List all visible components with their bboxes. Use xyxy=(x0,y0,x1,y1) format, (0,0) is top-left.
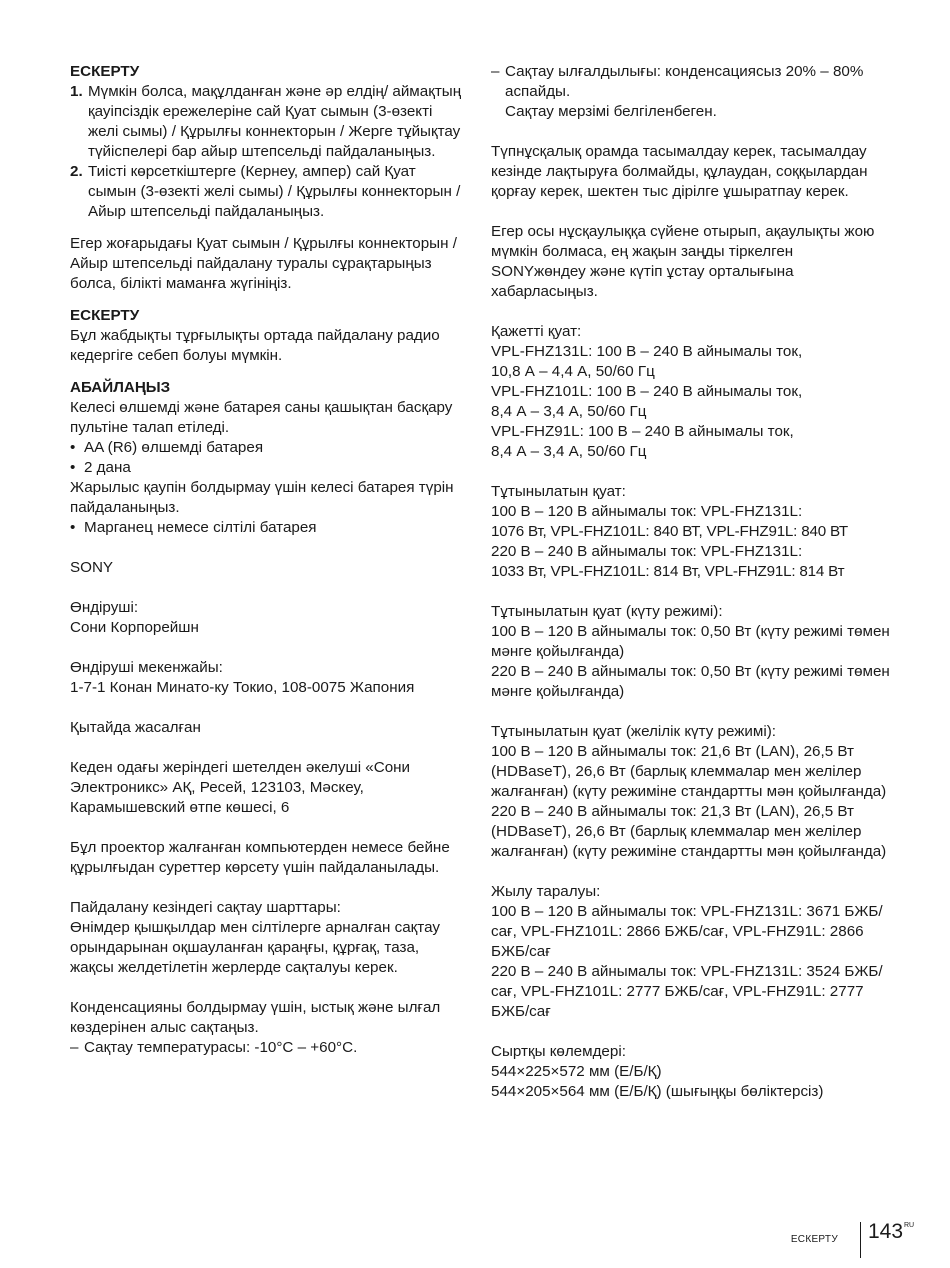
bullet-item xyxy=(70,518,462,538)
storage-label: Пайдалану кезіндегі сақтау шарттары: xyxy=(70,899,341,916)
page-footer xyxy=(780,1216,920,1260)
transport-text: Түпнұсқалық орамда тасымалдау керек, тасымалдау кезінде лақтыруға болмайды, құлаудан, соққылардан қорғау керек, шектен тыс дірілге ұшыратпау керек. xyxy=(491,143,868,200)
warning-note: Егер жоғарыдағы Қуат сымын / Құрылғы коннекторын / Айыр штепсельді пайдалану туралы сұрақтарыңыз болса, білікті маманға жүгініңіз. xyxy=(70,235,457,292)
spec-line: VPL-FHZ91L: 100 В – 240 В айнымалы ток, xyxy=(491,423,794,440)
warning-heading: ЕСКЕРТУ xyxy=(70,63,140,80)
manufacturer-label: Өндіруші: xyxy=(70,599,139,616)
item-text: Мүмкін болса, мақұлданған және әр елдің/ аймақтың қауіпсіздік ережелеріне сай Қуат сымын (3-өзекті желі сымы) / Құрылғы коннекторын / Жерге тұйықтау түйіспелері бар айыр штепсельді пайдаланыңыз. xyxy=(88,83,462,160)
spec-line: 1033 Вт, VPL-FHZ101L: 814 Вт, VPL-FHZ91L: 814 Вт xyxy=(491,563,845,580)
bullet-mark: • xyxy=(70,439,76,456)
spec-line: 100 В – 120 В айнымалы ток: 0,50 Вт (күту режимі төмен мәнге қойылғанда) xyxy=(491,623,890,660)
spec-line: 10,8 А – 4,4 А, 50/60 Гц xyxy=(491,363,655,380)
bullet-text: Марганец немесе сілтілі батарея xyxy=(84,519,317,536)
heat-label: Жылу таралуы: xyxy=(491,883,601,900)
dash-mark: – xyxy=(491,63,500,80)
spec-line: 100 В – 120 В айнымалы ток: VPL-FHZ131L: xyxy=(491,503,803,520)
humidity-text: Сақтау ылғалдылығы: конденсациясыз 20% – 80% аспайды. xyxy=(505,63,864,100)
spec-line: 100 В – 120 В айнымалы ток: VPL-FHZ131L: 3671 БЖБ/сағ, VPL-FHZ101L: 2866 БЖБ/сағ, VPL-FHZ91L: 2866 БЖБ/сағ xyxy=(491,903,883,960)
left-column xyxy=(70,62,462,1058)
page-number: 143 xyxy=(868,1220,904,1243)
bullet-text: 2 дана xyxy=(84,459,131,476)
spec-line: VPL-FHZ101L: 100 В – 240 В айнымалы ток, xyxy=(491,383,803,400)
spec-line: 8,4 А – 3,4 А, 50/60 Гц xyxy=(491,443,647,460)
importer-text: Кеден одағы жеріндегі шетелден әкелуші «Сони Электроникс» АҚ, Ресей, 123103, Мәскеу, Карамышевский өтпе көшесі, 6 xyxy=(70,759,411,816)
footer-divider xyxy=(860,1222,861,1258)
numbered-item xyxy=(70,162,462,222)
warning-text-2: Бұл жабдықты тұрғылықты ортада пайдалану радио кедергіге себеп болуы мүмкін. xyxy=(70,327,440,364)
spec-line: 1076 Вт, VPL-FHZ101L: 840 ВТ, VPL-FHZ91L: 840 ВТ xyxy=(491,523,848,540)
bullet-text: AA (R6) өлшемді батарея xyxy=(84,439,264,456)
standby-label: Тұтынылатын қуат (күту режимі): xyxy=(491,603,723,620)
page-suffix: RU xyxy=(904,1222,915,1229)
purpose-text: Бұл проектор жалғанған компьютерден немесе бейне құрылғыдан суреттер көрсету үшін пайдаланылады. xyxy=(70,839,450,876)
numbered-item xyxy=(70,82,462,162)
footer-section-label: ЕСКЕРТУ xyxy=(790,1234,838,1245)
address-text: 1-7-1 Конан Минато-ку Токио, 108-0075 Жапония xyxy=(70,679,415,696)
condensation-text: Конденсацияны болдырмау үшін, ыстық және ылғал көздерінен алыс сақтаңыз. xyxy=(70,999,441,1036)
item-number: 1. xyxy=(70,83,83,100)
service-text: Егер осы нұсқаулыққа сүйене отырып, ақаулықты жою мүмкін болмаса, ең жақын заңды тіркелген SONYжөндеу және күтіп ұстау орталығына хабарласыңыз. xyxy=(491,223,875,300)
spec-line: 220 В – 240 В айнымалы ток: VPL-FHZ131L: 3524 БЖБ/сағ, VPL-FHZ101L: 2777 БЖБ/сағ, VPL-FHZ91L: 2777 БЖБ/сағ xyxy=(491,963,883,1020)
temperature-text: Сақтау температурасы: -10°C – +60°C. xyxy=(84,1039,358,1056)
shelf-life-text: Сақтау мерзімі белгіленбеген. xyxy=(505,103,717,120)
bullet-item xyxy=(70,438,462,458)
dimensions-label: Сыртқы көлемдері: xyxy=(491,1043,626,1060)
spec-line: 8,4 А – 3,4 А, 50/60 Гц xyxy=(491,403,647,420)
spec-line: 220 В – 240 В айнымалы ток: 21,3 Вт (LAN), 26,5 Вт (HDBaseT), 26,6 Вт (барлық клеммалар мен желілер жалғанған) (күту режиміне стандартты мән қойылғанда) xyxy=(491,803,887,860)
power-required-label: Қажетті қуат: xyxy=(491,323,582,340)
spec-line: 220 В – 240 В айнымалы ток: 0,50 Вт (күту режимі төмен мәнге қойылғанда) xyxy=(491,663,890,700)
dash-item xyxy=(491,62,891,102)
bullet-mark: • xyxy=(70,459,76,476)
spec-line: 100 В – 120 В айнымалы ток: 21,6 Вт (LAN), 26,5 Вт (HDBaseT), 26,6 Вт (барлық клеммалар мен желілер жалғанған) (күту режиміне стандартты мән қойылғанда) xyxy=(491,743,887,800)
dash-item xyxy=(70,1038,462,1058)
item-text: Тиісті көрсеткіштерге (Кернеу, ампер) сай Қуат сымын (3-өзекті желі сымы) / Құрылғы коннекторын / Айыр штепсельді пайдаланыңыз. xyxy=(88,163,461,220)
brand-name: SONY xyxy=(70,559,114,576)
caution-heading: АБАЙЛАҢЫЗ xyxy=(70,379,171,396)
right-column xyxy=(491,62,891,1102)
warning-heading-2: ЕСКЕРТУ xyxy=(70,307,140,324)
address-label: Өндіруші мекенжайы: xyxy=(70,659,223,676)
spec-line: 220 В – 240 В айнымалы ток: VPL-FHZ131L: xyxy=(491,543,803,560)
item-number: 2. xyxy=(70,163,83,180)
caution-middle: Жарылыс қаупін болдырмау үшін келесі батарея түрін пайдаланыңыз. xyxy=(70,479,454,516)
network-standby-label: Тұтынылатын қуат (желілік күту режимі): xyxy=(491,723,776,740)
spec-line: 544×225×572 мм (Е/Б/Қ) xyxy=(491,1063,662,1080)
storage-text: Өнімдер қышқылдар мен сілтілерге арналған сақтау орындарынан оқшауланған қараңғы, құрғақ, таза, жақсы желдетілетін жерлерде сақталуы керек. xyxy=(70,919,440,976)
spec-line: 544×205×564 мм (Е/Б/Қ) (шығыңқы бөліктерсіз) xyxy=(491,1083,824,1100)
made-in: Қытайда жасалған xyxy=(70,719,201,736)
bullet-mark: • xyxy=(70,519,76,536)
power-consumption-label: Тұтынылатын қуат: xyxy=(491,483,626,500)
spec-line: VPL-FHZ131L: 100 В – 240 В айнымалы ток, xyxy=(491,343,803,360)
manufacturer-name: Сони Корпорейшн xyxy=(70,619,199,636)
caution-intro: Келесі өлшемді және батарея саны қашықтан басқару пультіне талап етіледі. xyxy=(70,399,453,436)
dash-mark: – xyxy=(70,1039,79,1056)
bullet-item xyxy=(70,458,462,478)
